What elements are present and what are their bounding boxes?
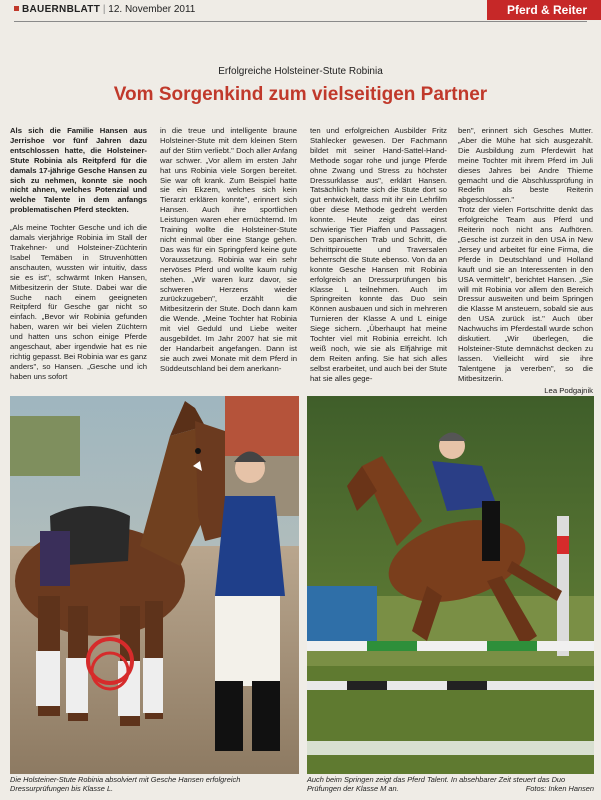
article-paragraph: ten und erfolgreichen Ausbilder Fritz Stahlecker gewesen. Der Fachmann bildet mit seiner Hand-Sattel-Hand-Methode sogar rohe und junge Pferde ohne Zwang und Stress zu höchster Dressurklasse aus", erklärt Hansen. Tatsächlich hatte sich die Stute dort so gut entwickelt, dass mit ihr ein Lehrfilm über diese Methode gedreht werden konnte. Heute zeigt das einst schwierige Tier Piaffen und Passagen. Den spanischen Trab und Schritt, die Schrittpirouette und Traversalen beherrscht die Stute ebenso. Von da an konnte Gesche Hansen mit Robinia erfolgreich an Dressurprüfungen bis Klasse L teilnehmen. Auch im Springreiten konnte das Duo sein Können ausbauen und sich in mehreren Turnieren der Klasse A und L einige Siege sichern. „Überhaupt hat meine Tochter viel mit Robinia erreicht. Ich weiß noch, wie sie als Elfjährige mit dem Reiten anfing. Sie hat sich alles selbst erarbeitet, und auch bei der Stute hat sie alles gege- [310,126,447,383]
photo-caption-left: Die Holsteiner-Stute Robinia absolviert mit Gesche Hansen erfolgreich Dressurprüfungen bis Klasse L. [10,775,241,794]
photo-jumping [307,396,594,774]
article-column-2 [160,126,297,374]
caption-text: Auch beim Springen zeigt das Pferd Talent. In absehbarer Zeit steuert das Duo Prüfungen der Klasse M an. [307,775,566,794]
header-rule [14,21,587,22]
photo-dressage [10,396,299,774]
photo-caption-right [307,775,594,793]
article-paragraph: „Als meine Tochter Gesche und ich die damals vierjährige Robinia im Stall der Trakehner- und Holsteiner-Züchterin Isabel Temäben in Struvenhütten anschauten, wussten wir intuitiv, dass sie es ist", schwärmt Inken Hansen, Mitbesitzerin der Stute. Dabei war die Suche nach einem geeigneten Reitpferd für Gesche gar nicht so einfach. „Bevor wir Robinia gefunden haben, waren wir bei vielen Züchtern und hatten uns schon einige Pferde angeschaut, aber irgendwie hat es nie richtig gepasst. Bei Robinia war es ganz anders", so Hansen. „Gesche und ich haben uns sofort [10,223,147,381]
article-lead: Als sich die Familie Hansen aus Jerrishoe vor fünf Jahren dazu entschlossen hatte, die Holsteiner-Stute Robinia als Reitpferd für die damals 17-jährige Gesche Hansen zu sich zu nehmen, konnte sie noch nicht ahnen, welches Potenzial und welche Talente in dem anfangs problematischen Pferd steckten. [10,126,147,215]
publication-name: BAUERNBLATT [22,4,101,15]
article-paragraph: in die treue und intelligente braune Holsteiner-Stute mit dem kleinen Stern auf der Stirn verliebt." Doch aller Anfang war schwer. „Vor allem im ersten Jahr hat uns Robinia viele Sorgen bereitet. Sie war oft krank. Zum Beispiel hatte sie ein Ekzem, welches sich kein Tierarzt erklären konnte", erinnert sich Hansen. Auch ihre sportlichen Leistungen waren eher ernüchternd. Im Training wollte die Holsteiner-Stute nicht einmal über eine Stange gehen. Das was für ein Springpferd keine gute Voraussetzung. Robinia war ein sehr nervöses Pferd und wollte kaum ruhig stehen. „Wir waren kurz davor, sie schweren Herzens wieder zurückzugeben", erzählt die Mitbesitzerin der Stute. Doch dann kam die Wende. „Meine Tochter hat Robinia mit viel Geduld und Liebe weiter ausgebildet. Im Jahr 2007 hat sie mit der Handarbeit angefangen. Dann ist sie auch zwei Monate mit dem Pferd in Süddeutschland bei dem anerkann- [160,126,297,373]
article-column-1 [10,126,147,382]
article-headline: Vom Sorgenkind zum vielseitigen Partner [113,84,488,105]
author-signature: Lea Podgajnik [544,385,593,395]
article-paragraph: ben", erinnert sich Gesches Mutter. „Aber die Mühe hat sich ausgezahlt. Die Ausbildung zum Pferdewirt hat meine Tochter mit ihrem Pferd im Juli dieses Jahres bei Andre Thieme gemacht und die Abschlussprüfung in Redefin als beste Reiterin abgeschlossen." [458,126,593,205]
article-column-3 [310,126,447,384]
page-header [0,0,601,22]
horse-photo-right-image [307,396,594,774]
publication-line: BAUERNBLATT | 12. November 2011 [14,4,195,15]
bullet-icon [14,6,19,11]
horse-photo-left-image [10,396,299,774]
section-tag: Pferd & Reiter [487,0,601,20]
article-paragraph: Trotz der vielen Fortschritte denkt das erfolgreiche Team aus Pferd und Reiterin noch nicht ans Aufhören. „Gesche ist zurzeit in den USA in New Jersey und arbeitet für eine Firma, die Pferde in Deutschland und Holland kauft und sie an Interessenten in den USA vermittelt", berichtet Hansen. „Sie will mit Robinia vor allem den Bereich Dressur ausweiten und beim Springen die Klasse M ansteuern, sobald sie aus den USA zurück ist." Auch über Nachwuchs im Pferdestall wurde schon diskutiert. „Wir überlegen, die Holsteiner-Stute demnächst decken zu lassen. Vielleicht wird sie ihre Talentgene ja vererben", so die Mitbesitzerin. [458,205,593,383]
issue-date: 12. November 2011 [108,4,196,15]
photo-credit: Fotos: Inken Hansen [525,784,594,794]
article-kicker: Erfolgreiche Holsteiner-Stute Robinia [218,66,383,77]
article-column-4 [458,126,593,395]
